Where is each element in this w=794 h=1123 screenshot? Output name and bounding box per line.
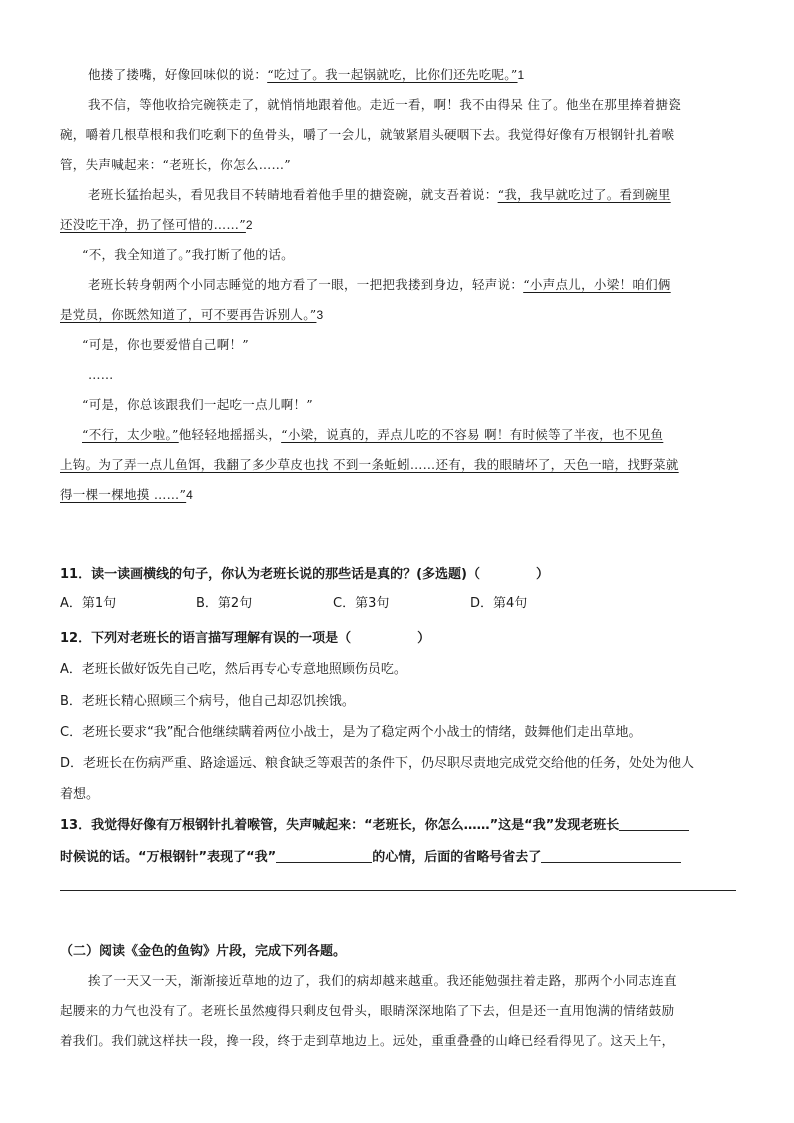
option-a[interactable]: A．老班长做好饭先自己吃，然后再专心专意地照顾伤员吃。 — [60, 662, 407, 677]
answer-blank-13a[interactable] — [619, 816, 689, 831]
underlined-sentence-4: 上钩。为了弄一点儿鱼饵，我翻了多少草皮也找 不到一条蚯蚓……还有，我的眼睛坏了，天色一暗，找野菜就 — [60, 457, 679, 472]
underlined-sentence-3: “小声点儿，小梁！咱们俩 — [523, 277, 671, 292]
section-heading: （二）阅读《金色的鱼钩》片段，完成下列各题。 — [60, 944, 347, 959]
underlined-sentence-2: “我，我早就吃过了。看到碗里 — [497, 187, 671, 202]
passage-line — [60, 450, 736, 480]
passage-line: 老班长猛抬起头，看见我目不转睛地看着他手里的搪瓷碗，就支吾着说：“我，我早就吃过了。看到碗里 — [88, 187, 671, 202]
reading-passage — [60, 60, 736, 510]
passage-line: 碗，嚼着几根草根和我们吃剩下的鱼骨头，嚼了一会儿，就皱紧眉头硬咽下去。我觉得好像有万根钢针扎着喉 — [60, 127, 675, 142]
passage-line — [60, 480, 736, 510]
passage-line: 着我们。我们就这样扶一段，搀一段，终于走到草地边上。远处，重重叠叠的山峰已经看得见了。这天上午， — [60, 1033, 675, 1048]
passage-line: “可是，你总该跟我们一起吃一点儿啊！” — [82, 397, 313, 412]
sentence-number: 2 — [245, 218, 253, 232]
passage-line: …… — [88, 367, 114, 382]
option-d[interactable]: D．第4句 — [470, 596, 528, 611]
answer-blank-13b[interactable] — [276, 848, 372, 863]
option-c[interactable]: C．第3句 — [333, 596, 390, 611]
question-11: 11．读一读画横线的句子，你认为老班长说的那些话是真的？(多选题)（ ） — [60, 567, 549, 582]
passage-line: 管，失声喊起来：“老班长，你怎么……” — [60, 157, 291, 172]
underlined-sentence-4: “小梁，说真的，弄点儿吃的不容易 啊！有时候等了半夜，也不见鱼 — [281, 427, 664, 442]
option-b[interactable]: B．老班长精心照顾三个病号，他自己却忍饥挨饿。 — [60, 694, 355, 709]
underlined-sentence-2: 还没吃干净，扔了怪可惜的……” — [60, 217, 246, 232]
sentence-number: 3 — [316, 308, 324, 322]
question-13: 13．我觉得好像有万根钢针扎着喉管，失声喊起来：“老班长，你怎么……”这是“我”发现老班长 — [60, 814, 736, 833]
option-a[interactable]: A．第1句 — [60, 596, 117, 611]
underlined-sentence-3: 是党员，你既然知道了，可不要再告诉别人。” — [60, 307, 317, 322]
passage-line: 起腰来的力气也没有了。老班长虽然瘦得只剩皮包骨头，眼睛深深地陷了下去，但是还一直用饱满的情绪鼓励 — [60, 1003, 675, 1018]
option-c[interactable]: C．老班长要求“我”配合他继续瞒着两位小战士，是为了稳定两个小战士的情绪，鼓舞他们走出草地。 — [60, 725, 642, 740]
underlined-sentence-4: “不行，太少啦。” — [82, 427, 179, 442]
question-12: 12．下列对老班长的语言描写理解有误的一项是（ ） — [60, 631, 431, 646]
underlined-sentence-4: 得一棵一棵地摸 ……” — [60, 487, 187, 502]
passage-line — [60, 210, 736, 240]
underlined-sentence-1: “吃过了。我一起锅就吃，比你们还先吃呢。” — [267, 67, 518, 82]
passage-line: 他搂了搂嘴，好像回味似的说：“吃过了。我一起锅就吃，比你们还先吃呢。”1 — [88, 67, 525, 82]
reading-passage-2 — [60, 966, 736, 1056]
option-b[interactable]: B．第2句 — [196, 596, 253, 611]
answer-line[interactable] — [60, 890, 736, 891]
option-d-continued: 着想。 — [60, 787, 100, 802]
passage-line: “不行，太少啦。”他轻轻地摇摇头，“小梁，说真的，弄点儿吃的不容易 啊！有时候等了半夜，也不见鱼 — [82, 427, 664, 442]
passage-line: 挨了一天又一天，渐渐接近草地的边了，我们的病却越来越重。我还能勉强拄着走路，那两个小同志连直 — [88, 973, 677, 988]
passage-line: “不，我全知道了。”我打断了他的话。 — [82, 247, 294, 262]
passage-line: 老班长转身朝两个小同志睡觉的地方看了一眼，一把把我搂到身边，轻声说：“小声点儿，小梁！咱们俩 — [88, 277, 671, 292]
passage-line: 我不信，等他收拾完碗筷走了，就悄悄地跟着他。走近一看，啊！我不由得呆 住了。他坐在那里捧着搪瓷 — [88, 97, 682, 112]
question-13-continued: 时候说的话。“万根钢针”表现了“我” 的心情，后面的省略号省去了 — [60, 846, 736, 865]
sentence-number: 4 — [186, 488, 194, 502]
option-d[interactable]: D．老班长在伤病严重、路途遥远、粮食缺乏等艰苦的条件下，仍尽职尽责地完成党交给他的任务，处处为他人 — [60, 756, 695, 771]
passage-line — [60, 300, 736, 330]
passage-line: “可是，你也要爱惜自己啊！” — [82, 337, 249, 352]
answer-blank-13c[interactable] — [541, 848, 681, 863]
sentence-number: 1 — [517, 68, 525, 82]
